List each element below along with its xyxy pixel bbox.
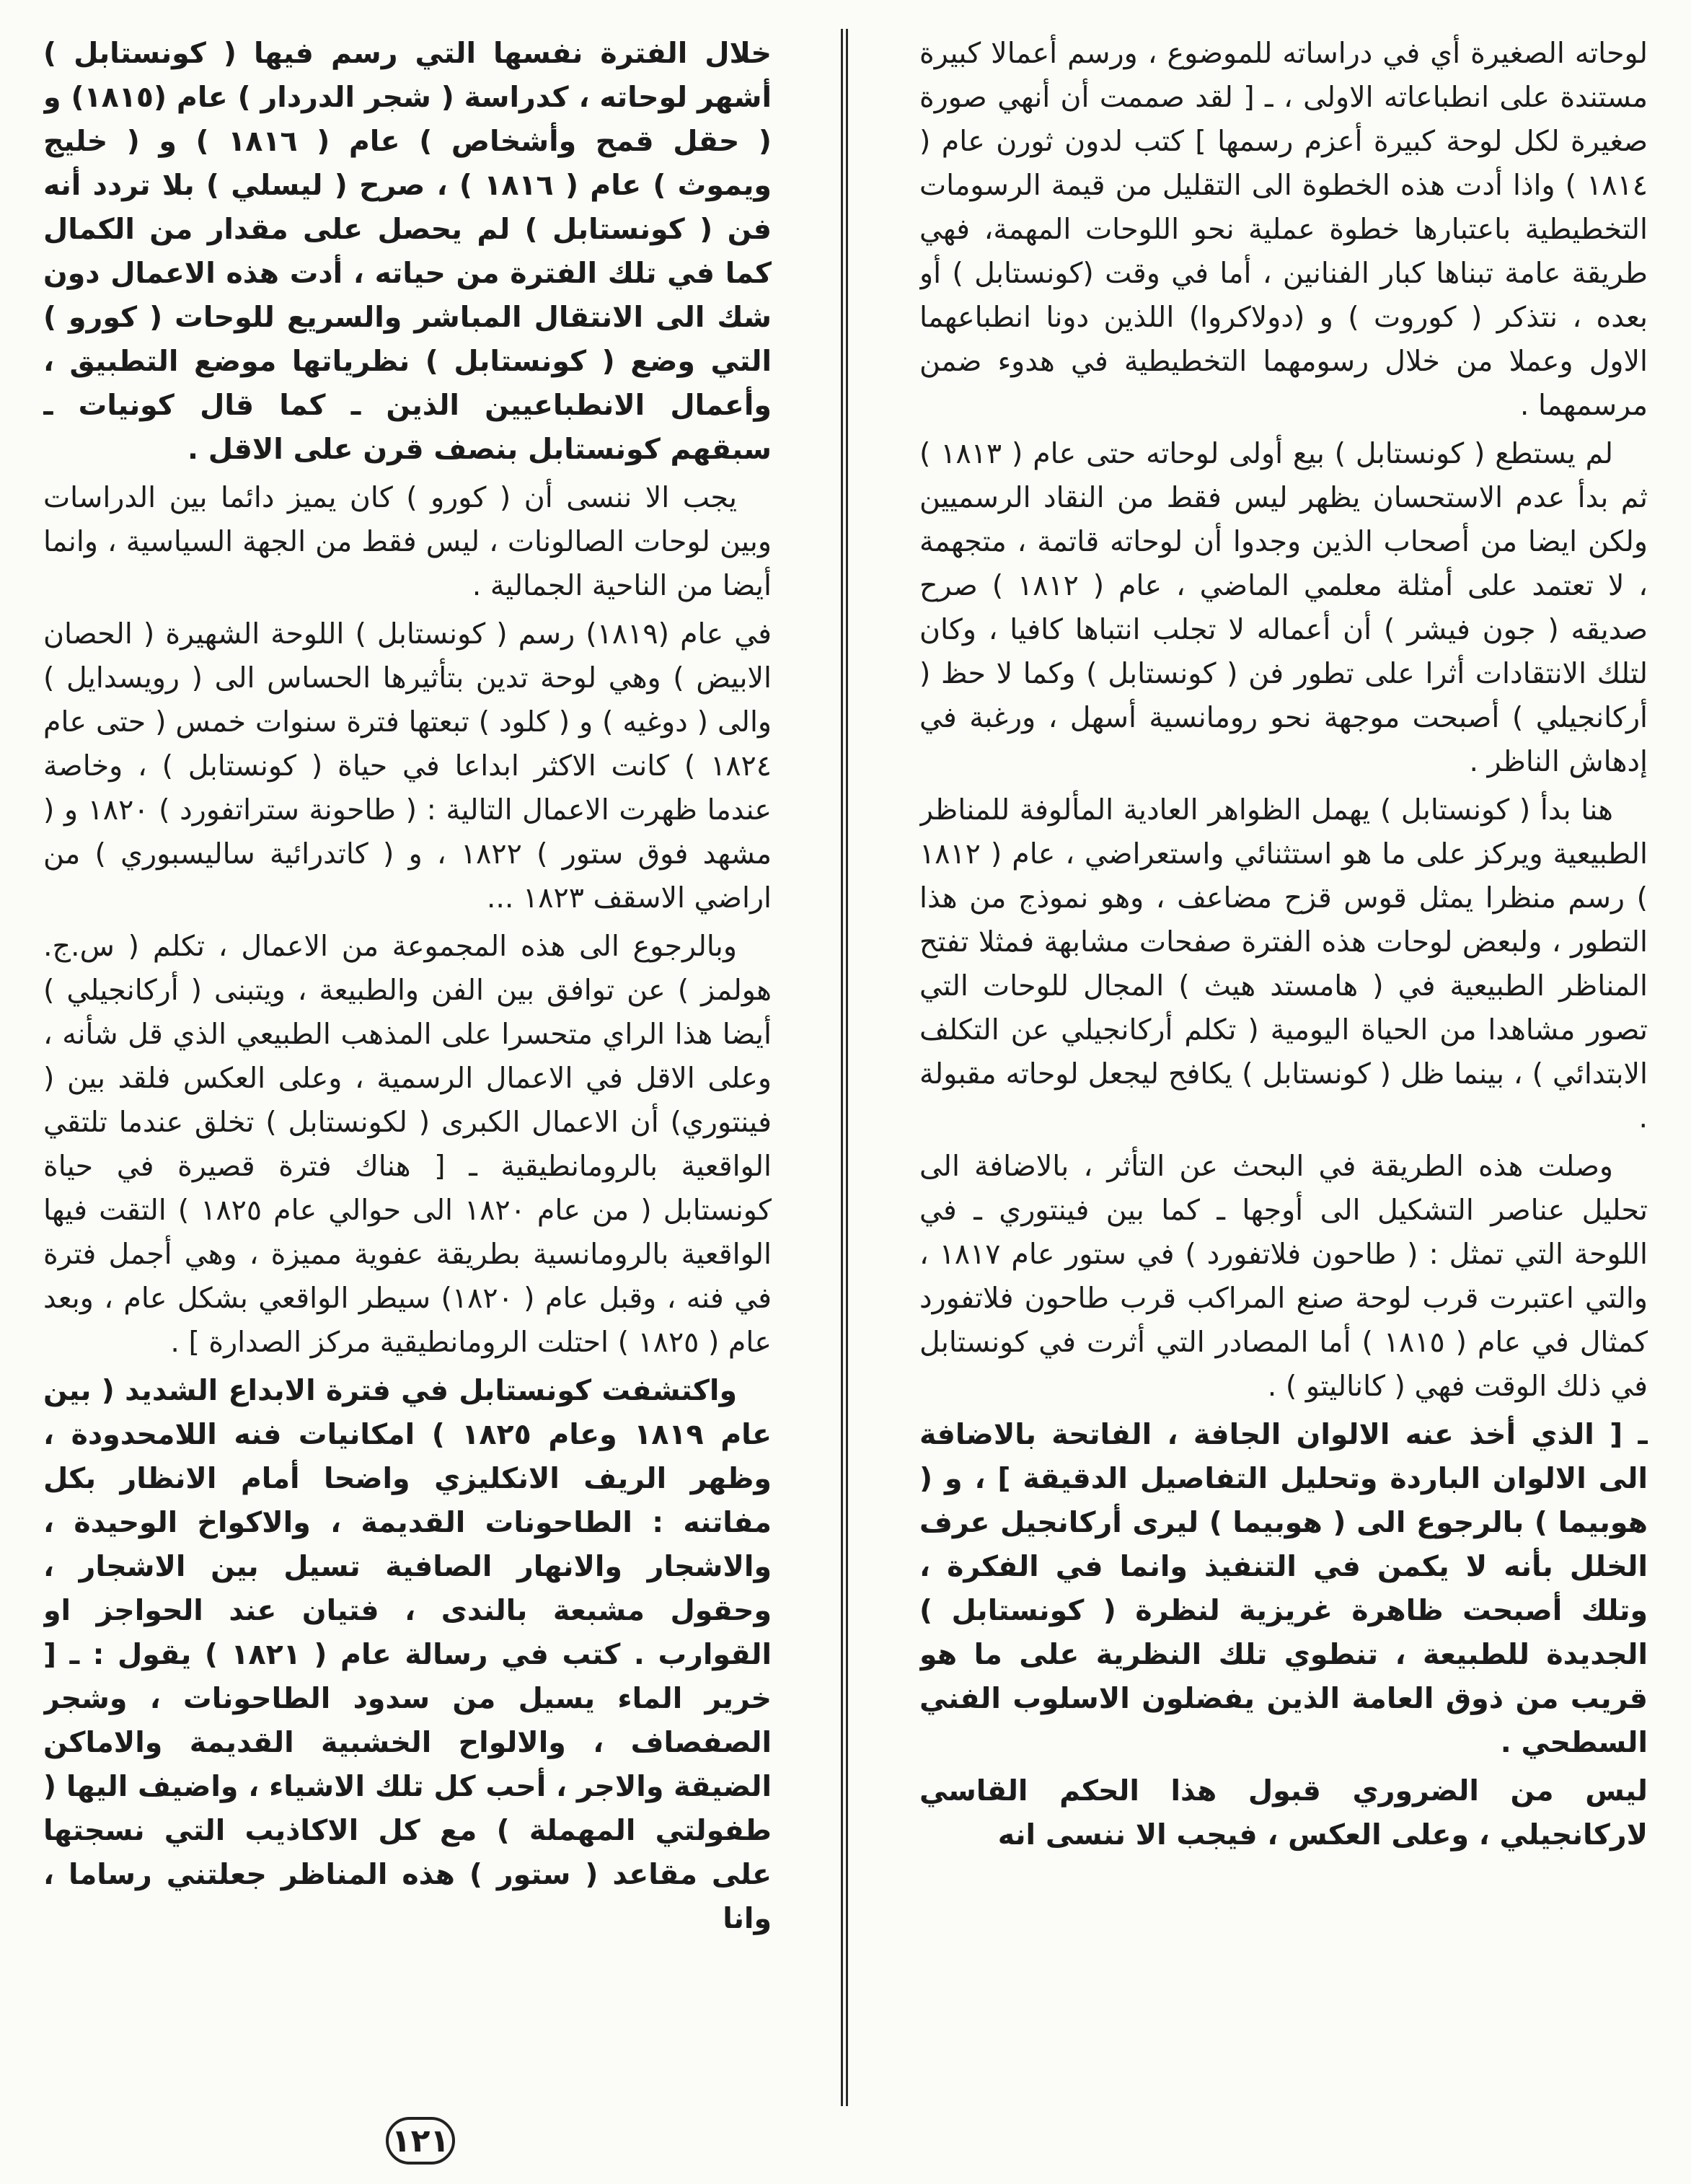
left-para-2: يجب الا ننسى أن ( كورو ) كان يميز دائما بين الدراسات وبين لوحات الصالونات ، ليس فقط من الجهة السياسية ، وانما أيضا من الناحية الجمالية . — [43, 481, 772, 602]
right-para-2: لم يستطع ( كونستابل ) بيع أولى لوحاته حتى عام ( ١٨١٣ ) ثم بدأ عدم الاستحسان يظهر ليس فقط من النقاد الرسميين ولكن ايضا من أصحاب الذين وجدوا أن لوحاته قاتمة ، متجهمة ، لا تعتمد على أمثلة معلمي الماضي ، عام ( ١٨١٢ ) صرح صديقه ( جون فيشر ) أن أعماله لا تجلب انتباها كافيا ، وكان لتلك الانتقادات أثرا على تطور فن ( كونستابل ) وكما لا حظ ( أركانجيلي ) أصبحت موجهة نحو رومانسية أسهل ، ورغبة في إدهاش الناظر . — [919, 437, 1648, 778]
column-divider — [841, 29, 848, 2106]
left-para-3: في عام (١٨١٩) رسم ( كونستابل ) اللوحة الشهيرة ( الحصان الابيض ) وهي لوحة تدين بتأثيرها الحساس الى ( رويسدايل ) والى ( دوغيه ) و ( كلود ) تبعتها فترة سنوات خمس ( حتى عام ١٨٢٤ ) كانت الاكثر ابداعا في حياة ( كونستابل ) ، وخاصة عندما ظهرت الاعمال التالية : ( طاحونة ستراتفورد ) ١٨٢٠ و ( مشهد فوق ستور ) ١٨٢٢ ، و ( كاتدرائية سالیسبوري ) من اراضي الاسقف ١٨٢٣ ... — [43, 617, 772, 915]
right-para-3: هنا بدأ ( كونستابل ) يهمل الظواهر العادية المألوفة للمناظر الطبيعية ويركز على ما هو استثنائي واستعراضي ، عام ( ١٨١٢ ) رسم منظرا يمثل قوس قزح مضاعف ، وهو نموذج من هذا التطور ، ولبعض لوحات هذه الفترة صفحات مشابهة فمثلا تفتح المناظر الطبيعية في ( هامستد هيث ) المجال للوحات التي تصور مشاهدا من الحياة اليومية ( تكلم أركانجيلي عن التكلف الابتدائي ) ، بينما ظل ( كونستابل ) يكافح ليجعل لوحاته مقبولة . — [919, 793, 1648, 1135]
page-number: ١٢١ — [386, 2117, 455, 2165]
left-para-4: وبالرجوع الى هذه المجموعة من الاعمال ، تكلم ( س.ج. هولمز ) عن توافق بين الفن والطبيعة ، ويتبنى ( أركانجيلي ) أيضا هذا الراي متحسرا على المذهب الطبيعي الذي قل شأنه ، وعلى الاقل في الاعمال الرسمية ، وعلى العكس فلقد بين ( فينتوري) أن الاعمال الكبرى ( لكونستابل ) تخلق عندما تلتقي الواقعية بالرومانطيقية ـ [ هناك فترة قصيرة في حياة كونستابل ( من عام ١٨٢٠ الى حوالي عام ١٨٢٥ ) التقت فيها الواقعية بالرومانسية بطريقة عفوية مميزة ، وهي أجمل فترة في فنه ، وقبل عام ( ١٨٢٠) سيطر الواقعي بشكل عام ، وبعد عام ( ١٨٢٥ ) احتلت الرومانطيقية مركز الصدارة ] . — [43, 930, 772, 1359]
right-para-6: ليس من الضروري قبول هذا الحكم القاسي لاركانجيلي ، وعلى العكس ، فيجب الا ننسى انه — [919, 1774, 1648, 1851]
left-para-5: واكتشفت كونستابل في فترة الابداع الشديد ( بين عام ١٨١٩ وعام ١٨٢٥ ) امكانيات فنه اللامحدودة ، وظهر الريف الانكليزي واضحا أمام الانظار بكل مفاتنه : الطاحونات القديمة ، والاكواخ الوحيدة ، والاشجار والانهار الصافية تسيل بين الاشجار ، وحقول مشبعة بالندى ، فتيان عند الحواجز او القوارب . كتب في رسالة عام ( ١٨٢١ ) يقول : ـ [ خرير الماء يسيل من سدود الطاحونات ، وشجر الصفصاف ، والالواح الخشبية القديمة والاماكن الضيقة والاجر ، أحب كل تلك الاشياء ، واضيف اليها ( طفولتي المهملة ) مع كل الاكاذيب التي نسجتها على مقاعد ( ستور ) هذه المناظر جعلتني رساما ، وانا — [43, 1374, 772, 1935]
right-column — [919, 32, 1648, 2095]
left-column — [43, 32, 772, 2095]
right-para-5-quote: ـ [ الذي أخذ عنه الالوان الجافة ، الفاتحة بالاضافة الى الالوان الباردة وتحليل التفاصيل الدقيقة ] ، و ( هوبيما ) بالرجوع الى ( هوبيما ) ليرى أركانجيل عرف الخلل بأنه لا يكمن في التنفيذ وانما في الفكرة ، وتلك أصبحت ظاهرة غريزية لنظرة ( كونستابل ) الجديدة للطبيعة ، تنطوي تلك النظرية على ما هو قريب من ذوق العامة الذين يفضلون الاسلوب الفني السطحي . — [919, 1418, 1648, 1759]
right-para-1: لوحاته الصغيرة أي في دراساته للموضوع ، ورسم أعمالا كبيرة مستندة على انطباعاته الاولى ، ـ [ لقد صممت أن أنهي صورة صغيرة لكل لوحة كبيرة أعزم رسمها ] كتب لدون ثورن عام ( ١٨١٤ ) واذا أدت هذه الخطوة الى التقليل من قيمة الرسومات التخطيطية باعتبارها خطوة عملية نحو اللوحات المهمة، فهي طريقة عامة تبناها كبار الفنانين ، أما في وقت (كونستابل ) أو بعده ، نتذكر ( كوروت ) و (دولاكروا) اللذين دونا انطباعهما الاول وعملا من خلال رسومهما التخطيطية في هدوء ضمن مرسمهما . — [919, 37, 1648, 422]
right-para-4: وصلت هذه الطريقة في البحث عن التأثر ، بالاضافة الى تحليل عناصر التشكيل الى أوجها ـ كما بين فينتوري ـ في اللوحة التي تمثل : ( طاحون فلاتفورد ) في ستور عام ١٨١٧ ، والتي اعتبرت قرب لوحة صنع المراكب قرب طاحون فلاتفورد كمثال في عام ( ١٨١٥ ) أما المصادر التي أثرت في كونستابل في ذلك الوقت فهي ( كاناليتو ) . — [919, 1150, 1648, 1403]
left-para-1: خلال الفترة نفسها التي رسم فيها ( كونستابل ) أشهر لوحاته ، كدراسة ( شجر الدردار ) عام (١٨١٥) و ( حقل قمح وأشخاص ) عام ( ١٨١٦ ) و ( خليج ويموث ) عام ( ١٨١٦ ) ، صرح ( ليسلي ) بلا تردد أنه فن ( كونستابل ) لم يحصل على مقدار من الكمال كما في تلك الفترة من حياته ، أدت هذه الاعمال دون شك الى الانتقال المباشر والسريع للوحات ( كورو ) التي وضع ( كونستابل ) نظرياتها موضع التطبيق ، وأعمال الانطباعيين الذين ـ كما قال كونيات ـ سبقهم كونستابل بنصف قرن على الاقل . — [43, 37, 772, 466]
